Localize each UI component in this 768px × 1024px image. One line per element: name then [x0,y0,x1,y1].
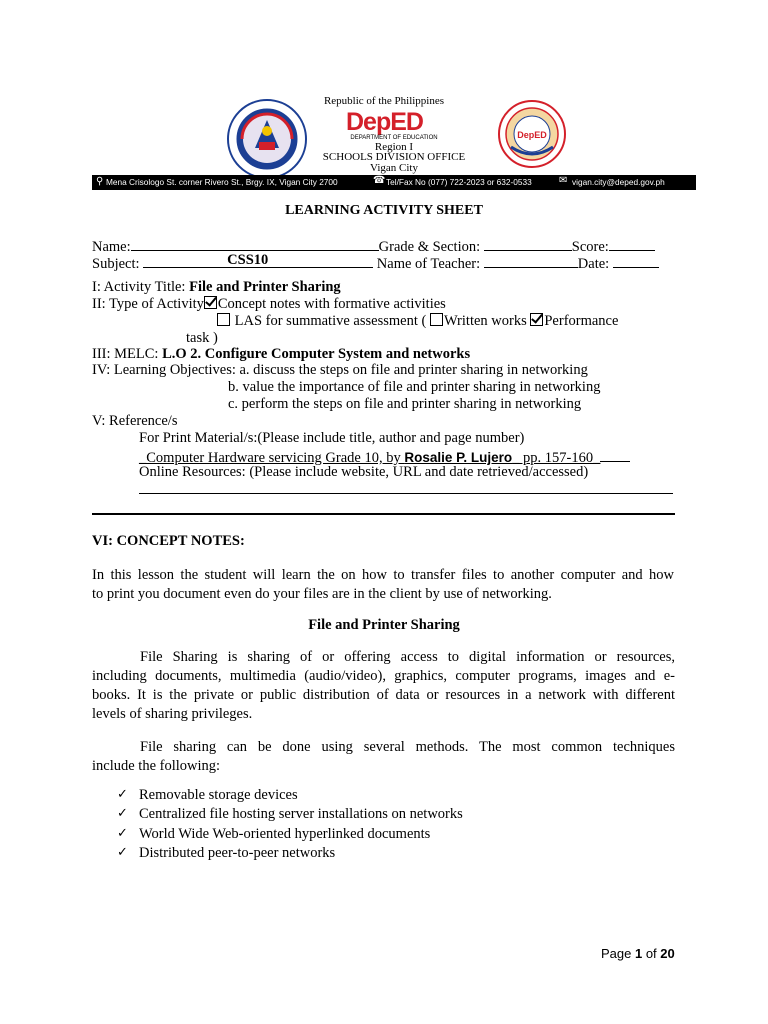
activity-title-value: File and Printer Sharing [189,279,341,295]
deped-subtext: DEPARTMENT OF EDUCATION [350,135,438,141]
melc-value: L.O 2. Configure Computer System and networks [162,346,471,362]
page-of: of [642,946,661,961]
objective-b: b. value the importance of file and printer sharing in networking [228,379,601,395]
paragraph-line: levels of sharing privileges. [92,706,253,722]
list-item-text: Centralized file hosting server installations on networks [139,806,463,822]
page-current: 1 [634,946,643,961]
score-field[interactable] [609,236,655,251]
intro-paragraph [92,566,674,604]
las-checkbox[interactable] [217,313,230,326]
deped-seal-logo [226,98,308,180]
reference-pages: _ pp. 157-160_ [512,450,601,466]
check-bullet-icon: ✓ [117,806,128,821]
republic-text: Republic of the Philippines [323,95,445,107]
performance-checkbox[interactable] [530,313,543,326]
teacher-field[interactable] [484,253,578,268]
file-sharing-paragraph [92,648,675,724]
page-number [601,946,675,961]
reference-author: Rosalie P. Lujero [404,450,513,465]
name-label: Name: [92,239,131,255]
references-label: V: Reference/s [92,413,178,429]
paragraph-line: File Sharing is sharing of or offering access to digital information or resources, [140,649,675,665]
objective-a: a. discuss the steps on file and printer sharing in networking [239,362,588,378]
teacher-label: Name of Teacher: [376,256,481,272]
objective-c: c. perform the steps on file and printer sharing in networking [228,396,582,412]
type-row-3: task ) [186,330,218,346]
intro-line: to print you document even do your files are in the client by use of networking. [92,586,552,602]
vigan-division-seal-logo [497,99,567,169]
objectives-row-a [92,362,588,379]
type-row-1 [92,296,446,313]
grade-field[interactable] [484,236,572,251]
objectives-label: IV: Learning Objectives: [92,362,236,378]
sheet-title: LEARNING ACTIVITY SHEET [285,203,483,218]
contact-bar [92,175,696,190]
contact-tel: Tel/Fax No (077) 722-2023 or 632-0533 [386,177,532,187]
list-item-text: Removable storage devices [139,787,298,803]
page-prefix: Page [601,946,635,961]
email-icon: ✉ [559,175,568,186]
list-item-text: World Wide Web-oriented hyperlinked documents [139,826,431,842]
intro-line: In this lesson the student will learn the on how to transfer files to another computer and how [92,567,674,583]
written-works-checkbox[interactable] [430,313,443,326]
type-option4: Performance [544,313,619,329]
city-text: Vigan City [370,162,418,174]
subject-value: CSS10 [227,252,269,268]
type-option3: Written works [443,313,527,329]
concept-notes-checkbox[interactable] [204,296,217,309]
type-label: II: Type of Activity [92,296,204,312]
name-field[interactable] [131,236,379,251]
melc-label: III: MELC: [92,346,159,362]
grade-label: Grade & Section: [378,239,481,255]
concept-notes-heading: VI: CONCEPT NOTES: [92,533,245,549]
page-total: 20 [660,946,675,961]
paragraph-line: File sharing can be done using several methods. The most common techniques [140,739,675,755]
online-resources-field[interactable] [139,493,673,494]
list-item-text: Distributed peer-to-peer networks [139,845,336,861]
check-bullet-icon: ✓ [117,787,128,802]
print-material-label: For Print Material/s:(Please include title, author and page number) [139,430,525,446]
right-seal-center-text: DepED [517,130,547,140]
online-resources-label: Online Resources: (Please include website, URL and date retrieved/accessed) [139,464,589,480]
deped-wordmark [346,108,442,138]
paragraph-line: including documents, multimedia (audio/video), graphics, computer programs, images and e- [92,668,675,684]
type-option1: Concept notes with formative activities [217,296,446,312]
date-field[interactable] [613,253,659,268]
office-text: SCHOOLS DIVISION OFFICE [322,151,466,163]
check-bullet-icon: ✓ [117,845,128,860]
section-divider [92,513,675,515]
type-row-2 [217,313,618,330]
region-text: Region I [374,141,414,153]
score-label: Score: [571,239,609,255]
paragraph-line: books. It is the private or public distribution of data or resources in a network with different [92,687,675,703]
check-bullet-icon: ✓ [117,826,128,841]
activity-title-label: I: Activity Title: [92,279,186,295]
phone-icon: ☎ [373,175,386,186]
type-option2: LAS for summative assessment ( [234,313,427,329]
activity-title-row [92,279,341,296]
subject-row [92,253,659,273]
contact-email: vigan.city@deped.gov.ph [572,177,665,187]
melc-row [92,346,470,363]
reference-trail-line [600,447,630,462]
location-pin-icon: ⚲ [96,176,104,187]
subject-label: Subject: [92,256,140,272]
deped-wordmark-text: DepED [346,108,423,136]
file-printer-sharing-subheading: File and Printer Sharing [308,617,460,633]
reference-book: _Computer Hardware servicing Grade 10, by [139,450,405,466]
paragraph-line: include the following: [92,758,221,774]
contact-address: Mena Crisologo St. corner Rivero St., Brgy. IX, Vigan City 2700 [106,177,338,187]
date-label: Date: [577,256,610,272]
subject-field[interactable] [143,253,373,268]
methods-paragraph [92,738,675,776]
